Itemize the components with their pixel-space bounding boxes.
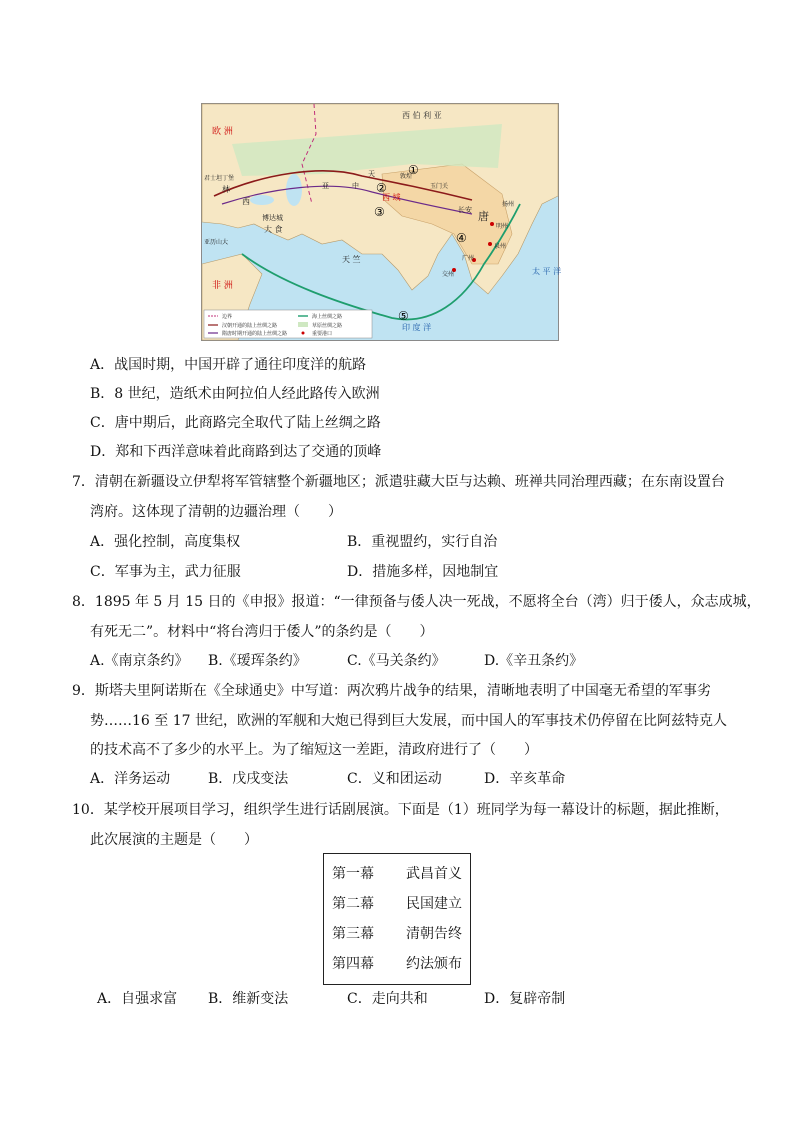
label-zhong: 中 [352, 182, 359, 190]
q8-option-d: D.《辛丑条约》 [484, 653, 584, 669]
legend-grass: 草原丝绸之路 [312, 323, 343, 329]
q7-option-d: D．措施多样，因地制宜 [347, 564, 499, 580]
label-quanzhou: 泉州 [494, 243, 507, 250]
q7-stem-line1: 7．清朝在新疆设立伊犁将军管辖整个新疆地区；派遣驻藏大臣与达赖、班禅共同治理西藏；在东南设置台 [72, 474, 725, 490]
label-jiaozhou: 交州 [442, 271, 455, 278]
marker-5: ⑤ [398, 309, 409, 323]
act-title: 约法颁布 [406, 956, 462, 972]
legend-port-swatch [302, 332, 305, 335]
port-quanzhou [488, 242, 492, 246]
q6-option-d: D．郑和下西洋意味着此商路到达了交通的顶峰 [90, 444, 382, 460]
q8-stem-line1: 8．1895 年 5 月 15 日的《申报》报道：“一律预备与倭人决一死战，不愿将全台（湾）归于倭人，众志成城， [72, 594, 761, 610]
act-number: 第三幕 [332, 926, 374, 942]
q10-option-c: C．走向共和 [347, 991, 428, 1007]
map-svg [202, 104, 562, 340]
label-xiyu: 西 域 [382, 193, 401, 202]
act-number: 第四幕 [332, 956, 374, 972]
act-number: 第一幕 [332, 866, 374, 882]
q7-option-a: A．强化控制，高度集权 [90, 534, 241, 550]
q8-stem-line2: 有死无二”。材料中“将台湾归于倭人”的条约是（ ） [90, 624, 434, 640]
q7-option-c: C．军事为主，武力征服 [90, 564, 241, 580]
label-europe: 欧 洲 [212, 127, 233, 137]
q8-option-c: C.《马关条约》 [347, 653, 446, 669]
label-pacific: 太 平 洋 [532, 267, 562, 276]
label-guangzhou: 广州 [462, 255, 475, 262]
q9-option-c: C．义和团运动 [347, 771, 442, 787]
q8-option-a: A.《南京条约》 [90, 653, 189, 669]
label-dunhuang: 敦煌 [400, 173, 413, 180]
legend-grass-swatch [298, 322, 308, 327]
q9-option-d: D．辛亥革命 [484, 771, 566, 787]
legend-tang: 隋唐时期开通的陆上丝绸之路 [222, 331, 288, 337]
q10-stem-line1: 10．某学校开展项目学习，组织学生进行话剧展演。下面是（1）班同学为每一幕设计的标题，据此推断， [72, 802, 729, 818]
label-mingzhou: 明州 [496, 223, 509, 230]
q6-option-a: A．战国时期，中国开辟了通往印度洋的航路 [90, 357, 367, 373]
label-yumen: 玉门关 [430, 183, 449, 190]
legend-port: 重要港口 [312, 331, 333, 337]
marker-2: ② [376, 181, 387, 195]
act-title: 清朝告终 [406, 926, 462, 942]
q9-stem-line3: 的技术高不了多少的水平上。为了缩短这一差距，清政府进行了（ ） [90, 742, 538, 758]
q9-option-b: B．戊戌变法 [208, 771, 289, 787]
label-africa: 非 洲 [212, 281, 233, 291]
label-changan: 长安 [458, 206, 472, 214]
q10-stem-line2: 此次展演的主题是（ ） [90, 832, 258, 848]
label-tang: 唐 [478, 210, 489, 223]
q9-stem-line2: 势……16 至 17 世纪，欧洲的军舰和大炮已得到巨大发展，而中国人的军事技术仍停留在比阿兹特克人 [90, 713, 727, 729]
label-ya: 亚 [322, 182, 329, 190]
marker-4: ④ [456, 231, 467, 245]
label-tian: 天 [368, 170, 375, 178]
q6-option-b: B．8 世纪，造纸术由阿拉伯人经此路传入欧洲 [90, 386, 380, 402]
silk-road-map [201, 103, 562, 341]
q10-option-b: B．维新变法 [208, 991, 289, 1007]
legend-han: 汉朝开通的陆上丝绸之路 [222, 323, 278, 329]
q10-option-a: A．自强求富 [97, 991, 178, 1007]
label-siberia: 西 伯 利 亚 [402, 111, 442, 120]
marker-3: ③ [374, 205, 385, 219]
legend-sea: 海上丝绸之路 [312, 314, 343, 320]
label-dashi: 大 食 [264, 225, 283, 234]
q6-option-c: C．唐中期后，此商路完全取代了陆上丝绸之路 [90, 415, 381, 431]
q10-option-d: D．复辟帝制 [484, 991, 566, 1007]
q8-option-b: B.《瑷珲条约》 [208, 653, 307, 669]
label-yangzhou: 扬州 [502, 201, 515, 208]
label-indian-ocean: 印 度 洋 [402, 323, 432, 332]
q7-stem-line2: 湾府。这体现了清朝的边疆治理（ ） [90, 504, 342, 520]
q10-acts-table [323, 853, 471, 985]
q9-option-a: A．洋务运动 [90, 771, 171, 787]
act-title: 民国建立 [406, 896, 462, 912]
act-number: 第二幕 [332, 896, 374, 912]
label-west: 西 [242, 197, 250, 206]
label-alexandria: 亚历山大 [204, 239, 229, 246]
legend-border: 边界 [222, 314, 233, 320]
marker-1: ① [408, 163, 419, 177]
port-mingzhou [490, 222, 494, 226]
q7-option-b: B．重视盟约，实行自治 [347, 534, 498, 550]
label-tianzhu: 天 竺 [342, 255, 361, 264]
label-constantinople: 君士坦丁堡 [204, 175, 235, 182]
caspian-sea [286, 174, 302, 206]
label-baghdad: 博达城 [262, 214, 283, 222]
q9-stem-line1: 9．斯塔夫里阿诺斯在《全球通史》中写道：两次鸦片战争的结果，清晰地表明了中国毫无希望的军事劣 [72, 683, 711, 699]
act-title: 武昌首义 [406, 866, 462, 882]
black-sea [250, 195, 274, 205]
label-lin: 林 [222, 185, 230, 194]
